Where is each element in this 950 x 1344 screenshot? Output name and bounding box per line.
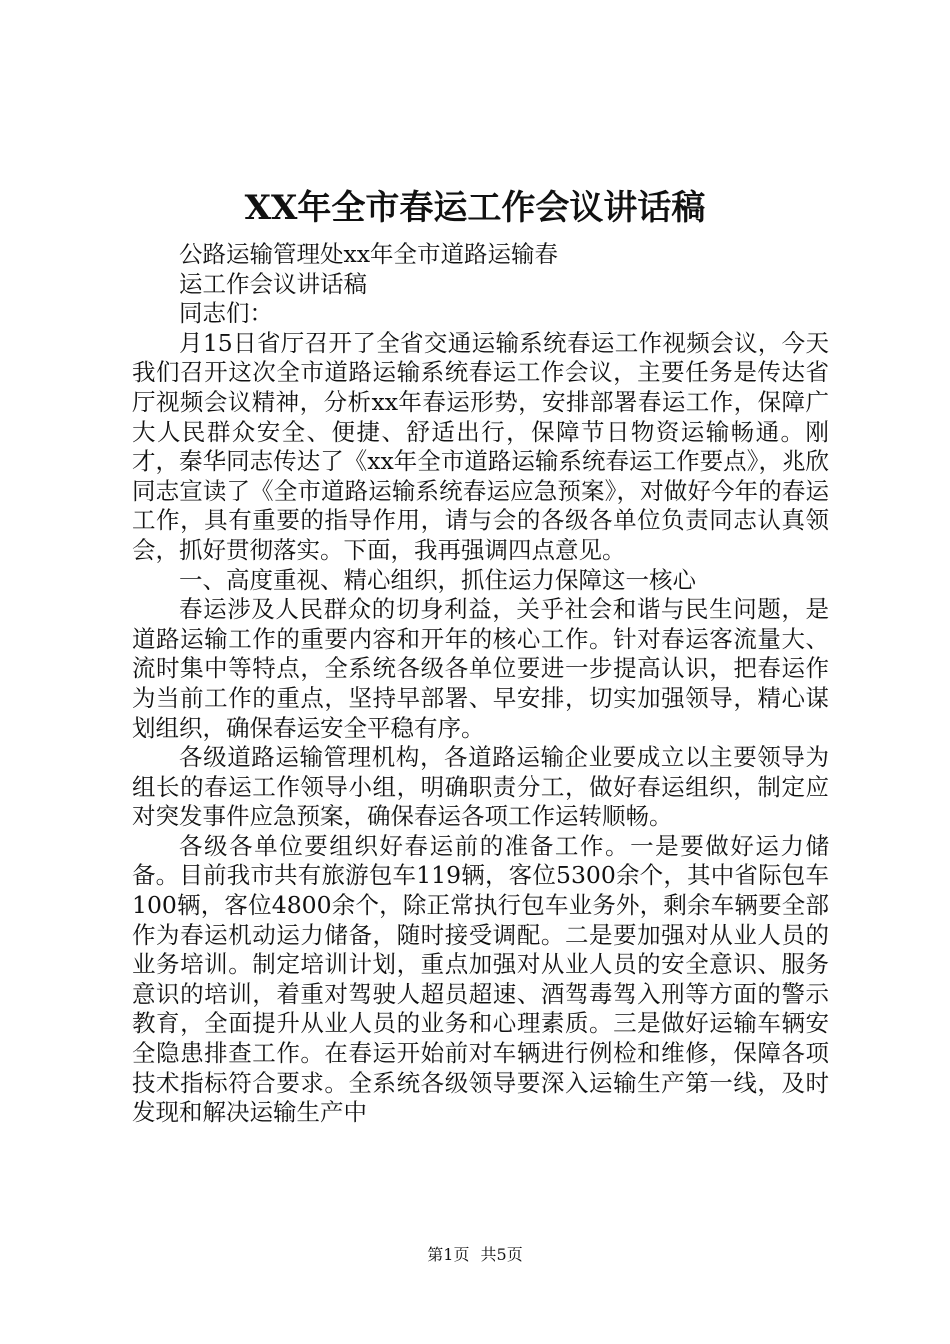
page-number: 第1页 (427, 1245, 470, 1264)
paragraph-sender-line-1: 公路运输管理处xx年全市道路运输春 (179, 240, 559, 268)
paragraph-sender-line-2: 运工作会议讲话稿 (179, 269, 367, 298)
page-total: 共5页 (480, 1245, 523, 1264)
paragraph-salutation: 同志们： (179, 299, 273, 328)
page-footer (0, 1244, 950, 1266)
document-title: XX年全市春运工作会议讲话稿 (244, 188, 706, 228)
document-body (132, 240, 829, 1128)
paragraph-section-1-c: 各级各单位要组织好春运前的准备工作。一是要做好运力储备。目前我市共有旅游包车119辆，客位5300余个，其中省际包车100辆，客位4800余个，除正常执行包车业务外，剩余车辆要全部作为春运机动运力储备，随时接受调配。二是要加强对从业人员的业务培训。制定培训计划，重点加强对从业人员的安全意识、服务意识的培训，着重对驾驶人超员超速、酒驾毒驾入刑等方面的警示教育，全面提升从业人员的业务和心理素质。三是做好运输车辆安全隐患排查工作。在春运开始前对车辆进行例检和维修，保障各项技术指标符合要求。全系统各级领导要深入运输生产第一线，及时发现和解决运输生产中 (132, 831, 829, 1127)
section-heading-1: 一、高度重视、精心组织，抓住运力保障这一核心 (179, 565, 696, 594)
paragraph-section-1-a: 春运涉及人民群众的切身利益，关乎社会和谐与民生问题，是道路运输工作的重要内容和开年的核心工作。针对春运客流量大、流时集中等特点，全系统各级各单位要进一步提高认识，把春运作为当前工作的重点，坚持早部署、早安排，切实加强领导，精心谋划组织，确保春运安全平稳有序。 (132, 595, 829, 742)
paragraph-section-1-b: 各级道路运输管理机构，各道路运输企业要成立以主要领导为组长的春运工作领导小组，明确职责分工，做好春运组织，制定应对突发事件应急预案，确保春运各项工作运转顺畅。 (132, 743, 829, 831)
paragraph-intro: 月15日省厅召开了全省交通运输系统春运工作视频会议，今天我们召开这次全市道路运输系统春运工作会议，主要任务是传达省厅视频会议精神，分析xx年春运形势，安排部署春运工作，保障广大人民群众安全、便捷、舒适出行，保障节日物资运输畅通。刚才，秦华同志传达了《xx年全市道路运输系统春运工作要点》，兆欣同志宣读了《全市道路运输系统春运应急预案》，对做好今年的春运工作，具有重要的指导作用，请与会的各级各单位负责同志认真领会，抓好贯彻落实。下面，我再强调四点意见。 (132, 328, 829, 564)
